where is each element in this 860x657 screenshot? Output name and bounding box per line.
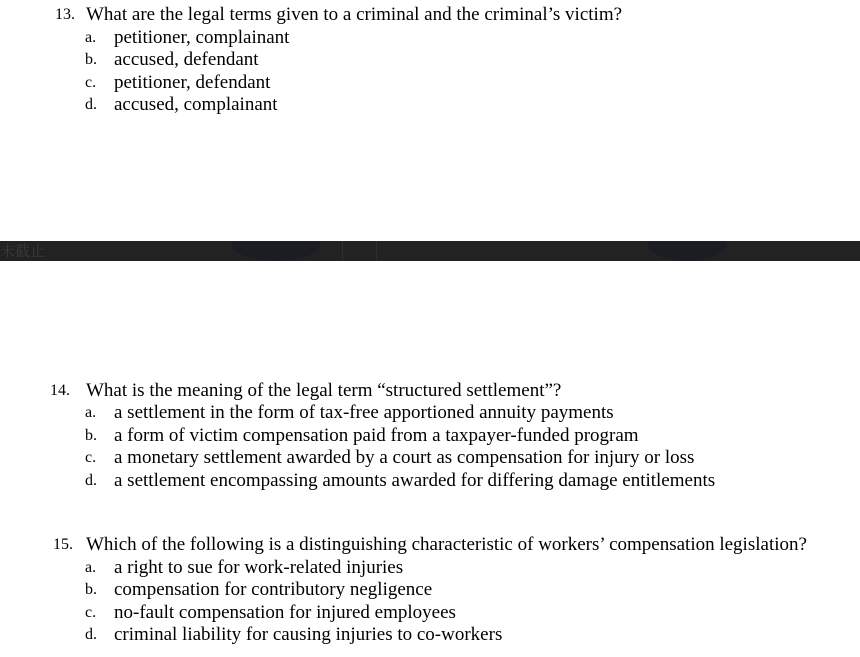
option-text: a settlement encompassing amounts awarded for differing damage entitlements [114, 470, 716, 491]
question-14-header [0, 380, 860, 402]
question-number: 15. [53, 536, 73, 553]
option-d [0, 94, 860, 116]
option-letter: d. [85, 472, 97, 489]
option-b [0, 425, 860, 447]
question-13-header [0, 4, 860, 26]
overlay-band [0, 241, 860, 261]
option-b [0, 579, 860, 601]
option-a [0, 402, 860, 424]
option-letter: c. [85, 604, 97, 621]
band-shadow-right [648, 241, 726, 261]
option-letter: a. [85, 29, 97, 46]
option-c [0, 447, 860, 469]
option-a [0, 27, 860, 49]
option-letter: d. [85, 626, 97, 643]
overlay-band-label: 未截止 [0, 242, 46, 260]
option-text: a right to sue for work-related injuries [114, 557, 404, 578]
option-d [0, 470, 860, 492]
option-text: a monetary settlement awarded by a court as compensation for injury or loss [114, 447, 695, 468]
option-letter: c. [85, 74, 97, 91]
option-letter: b. [85, 427, 97, 444]
band-divider [376, 241, 377, 261]
option-d [0, 624, 860, 646]
question-number: 13. [55, 6, 75, 23]
option-text: a form of victim compensation paid from a taxpayer-funded program [114, 425, 639, 446]
option-letter: b. [85, 581, 97, 598]
question-text: Which of the following is a distinguishing characteristic of workers’ compensation legislation? [86, 534, 807, 555]
option-letter: c. [85, 449, 97, 466]
band-divider [342, 241, 343, 261]
band-shadow-left [232, 241, 320, 261]
option-text: criminal liability for causing injuries to co-workers [114, 624, 503, 645]
option-text: no-fault compensation for injured employees [114, 602, 456, 623]
question-text: What is the meaning of the legal term “structured settlement”? [86, 380, 562, 401]
option-text: accused, complainant [114, 94, 278, 115]
option-text: petitioner, defendant [114, 72, 271, 93]
option-letter: a. [85, 559, 97, 576]
option-letter: d. [85, 96, 97, 113]
option-c [0, 602, 860, 624]
option-text: petitioner, complainant [114, 27, 290, 48]
option-text: a settlement in the form of tax-free apportioned annuity payments [114, 402, 614, 423]
option-a [0, 557, 860, 579]
question-number: 14. [50, 382, 70, 399]
question-15-header [0, 534, 860, 556]
option-letter: a. [85, 404, 97, 421]
option-text: accused, defendant [114, 49, 259, 70]
option-b [0, 49, 860, 71]
option-letter: b. [85, 51, 97, 68]
option-text: compensation for contributory negligence [114, 579, 433, 600]
option-c [0, 72, 860, 94]
question-text: What are the legal terms given to a criminal and the criminal’s victim? [86, 4, 623, 25]
